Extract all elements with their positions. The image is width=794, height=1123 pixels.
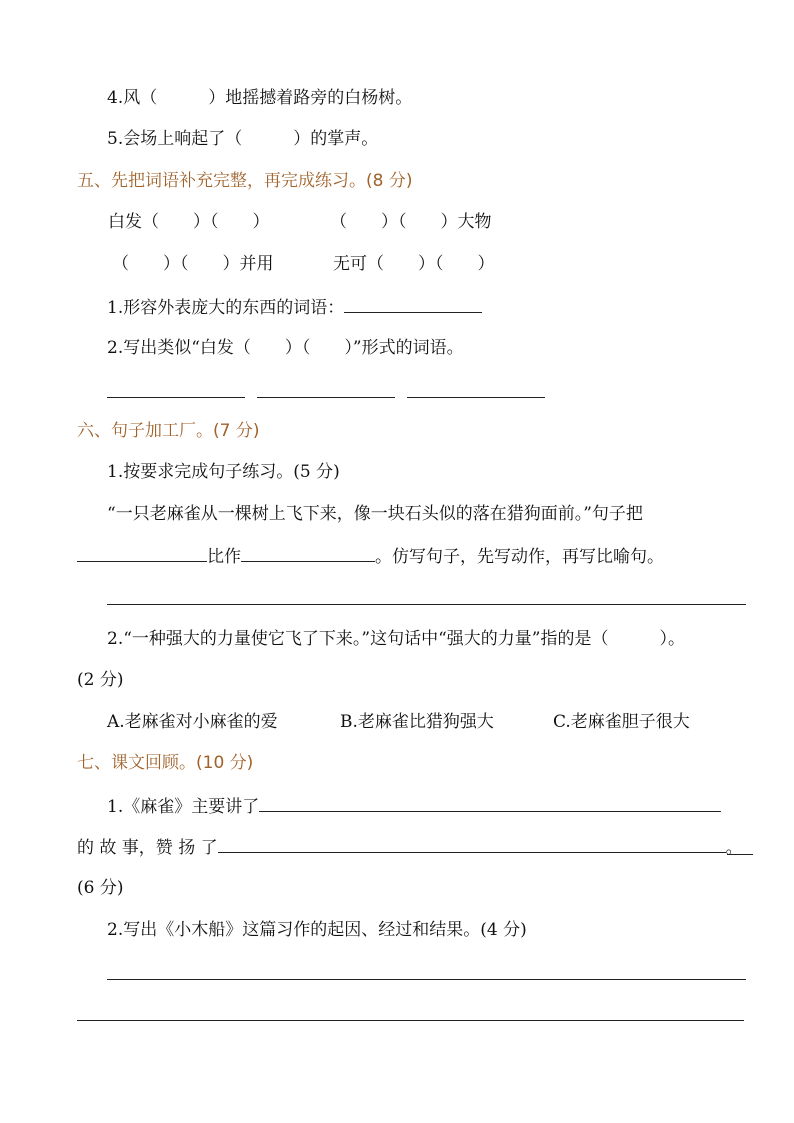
section-7-question-1-period: 。: [725, 838, 743, 858]
section-5-word-2: （ ）（ ）大物: [330, 212, 492, 232]
section-5-word-3: （ ）（ ）并用: [112, 254, 274, 274]
answer-line[interactable]: [77, 1020, 744, 1021]
answer-line[interactable]: [257, 397, 395, 398]
answer-line[interactable]: [107, 397, 245, 398]
section-7-question-2: 2.写出《小木船》这篇习作的起因、经过和结果。(4 分): [107, 920, 527, 940]
section-7-title: 七、课文回顾。(10 分): [77, 753, 254, 773]
answer-line-tail: [727, 854, 753, 855]
answer-blank[interactable]: [259, 795, 721, 812]
section-6-title: 六、句子加工厂。(7 分): [77, 421, 260, 441]
section-7-question-1-cont-text: 的 故 事，赞 扬 了: [77, 838, 218, 858]
section-7-question-1-text: 1.《麻雀》主要讲了: [107, 797, 260, 817]
answer-blank[interactable]: [77, 545, 207, 562]
section-7-question-1-score: (6 分): [77, 878, 124, 898]
answer-blank[interactable]: [344, 296, 482, 313]
question-4-4: 4.风（ ）地摇撼着路旁的白杨树。: [107, 88, 413, 108]
section-6-compare-text: 比作: [207, 547, 241, 567]
answer-blank[interactable]: [241, 545, 375, 562]
section-5-word-1: 白发（ ）（ ）: [108, 212, 270, 232]
question-4-5: 5.会场上响起了（ ）的掌声。: [107, 129, 379, 149]
section-5-question-2: 2.写出类似“白发（ ）（ ）”形式的词语。: [107, 338, 464, 358]
section-5-word-4: 无可（ ）（ ）: [333, 254, 495, 274]
section-6-instruction-text: 。仿写句子，先写动作，再写比喻句。: [375, 547, 664, 567]
section-6-question-1-quote: “一只老麻雀从一棵树上飞下来，像一块石头似的落在猎狗面前。”句子把: [107, 504, 643, 524]
answer-line[interactable]: [107, 979, 746, 980]
section-6-question-1: 1.按要求完成句子练习。(5 分): [107, 462, 340, 482]
answer-line[interactable]: [407, 397, 545, 398]
section-5-question-1-text: 1.形容外表庞大的东西的词语：: [107, 298, 345, 318]
answer-line[interactable]: [107, 604, 746, 605]
section-6-question-2: 2.“一种强大的力量使它飞了下来。”这句话中“强大的力量”指的是（ ）。: [107, 629, 685, 649]
section-5-question-1: [107, 296, 482, 319]
section-7-question-1-cont: [77, 836, 743, 859]
section-5-title: 五、先把词语补充完整，再完成练习。(8 分): [77, 171, 413, 191]
section-6-question-1-fill: [77, 545, 664, 568]
option-b[interactable]: B.老麻雀比猎狗强大: [340, 712, 494, 732]
answer-blank[interactable]: [218, 836, 726, 853]
section-7-question-1: [107, 795, 721, 818]
option-c[interactable]: C.老麻雀胆子很大: [553, 712, 690, 732]
section-6-question-2-score: (2 分): [77, 670, 124, 690]
option-a[interactable]: A.老麻雀对小麻雀的爱: [107, 712, 278, 732]
